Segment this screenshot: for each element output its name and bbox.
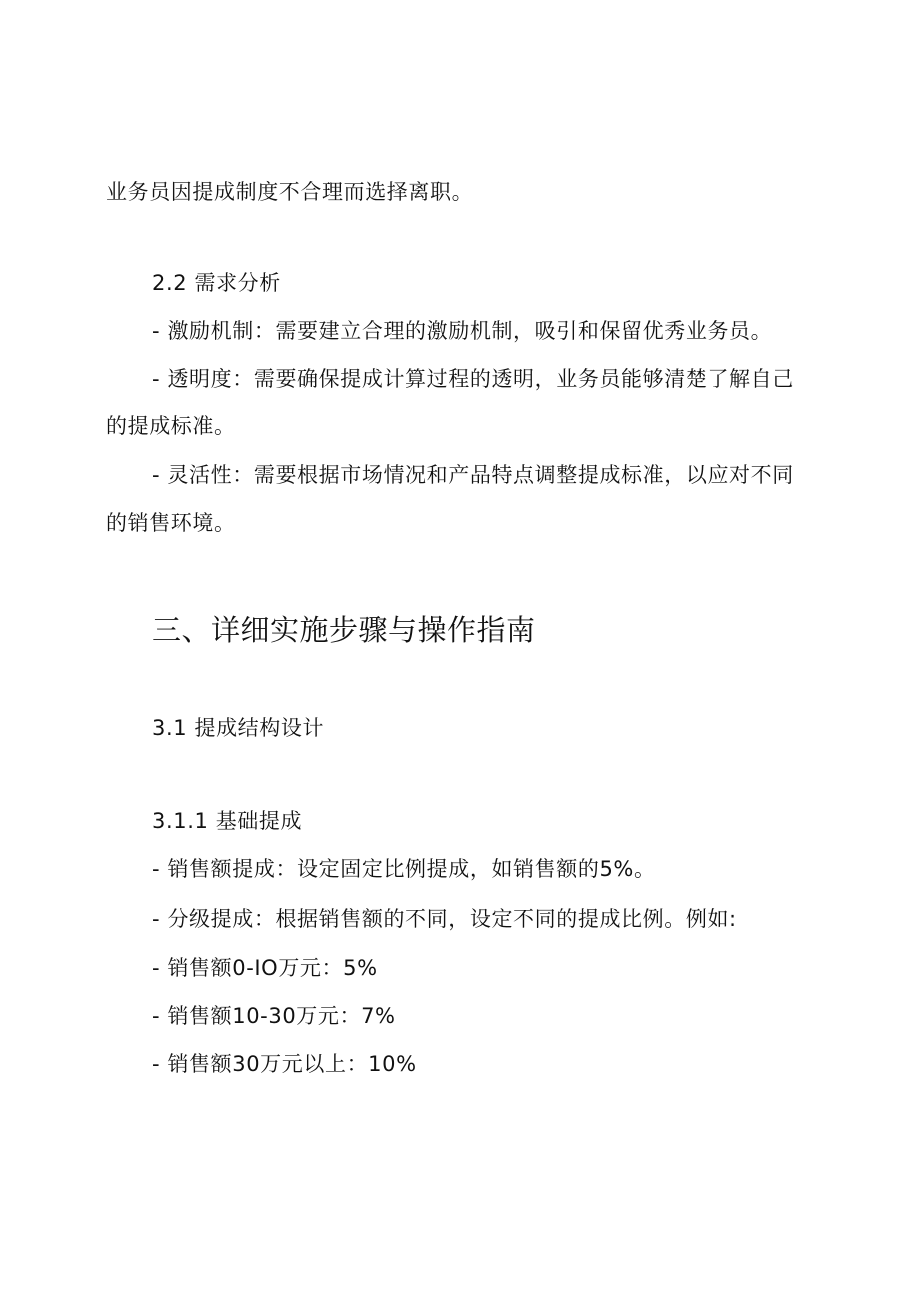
list-item-transparency: - 透明度：需要确保提成计算过程的透明，业务员能够清楚了解自己 xyxy=(152,367,794,391)
list-item: - 销售额30万元以上：10% xyxy=(152,1052,417,1076)
list-item: - 销售额提成：设定固定比例提成，如销售额的5%。 xyxy=(152,857,656,881)
list-item: - 销售额0-IO万元：5% xyxy=(152,956,378,980)
list-item-flexibility-cont: 的销售环境。 xyxy=(106,511,236,535)
paragraph-continuation: 业务员因提成制度不合理而选择离职。 xyxy=(106,180,474,204)
section-2-2-title: 2.2 需求分析 xyxy=(152,271,281,295)
list-item-transparency-cont: 的提成标准。 xyxy=(106,414,236,438)
list-item-incentive: - 激励机制：需要建立合理的激励机制，吸引和保留优秀业务员。 xyxy=(152,319,773,343)
list-item: - 销售额10-30万元：7% xyxy=(152,1004,396,1028)
list-item-flexibility: - 灵活性：需要根据市场情况和产品特点调整提成标准，以应对不同 xyxy=(152,463,794,487)
chapter-3-title: 三、详细实施步骤与操作指南 xyxy=(152,613,536,647)
section-3-1-1-title: 3.1.1 基础提成 xyxy=(152,809,303,833)
list-item: - 分级提成：根据销售额的不同，设定不同的提成比例。例如: xyxy=(152,907,737,931)
section-3-1-title: 3.1 提成结构设计 xyxy=(152,716,325,740)
